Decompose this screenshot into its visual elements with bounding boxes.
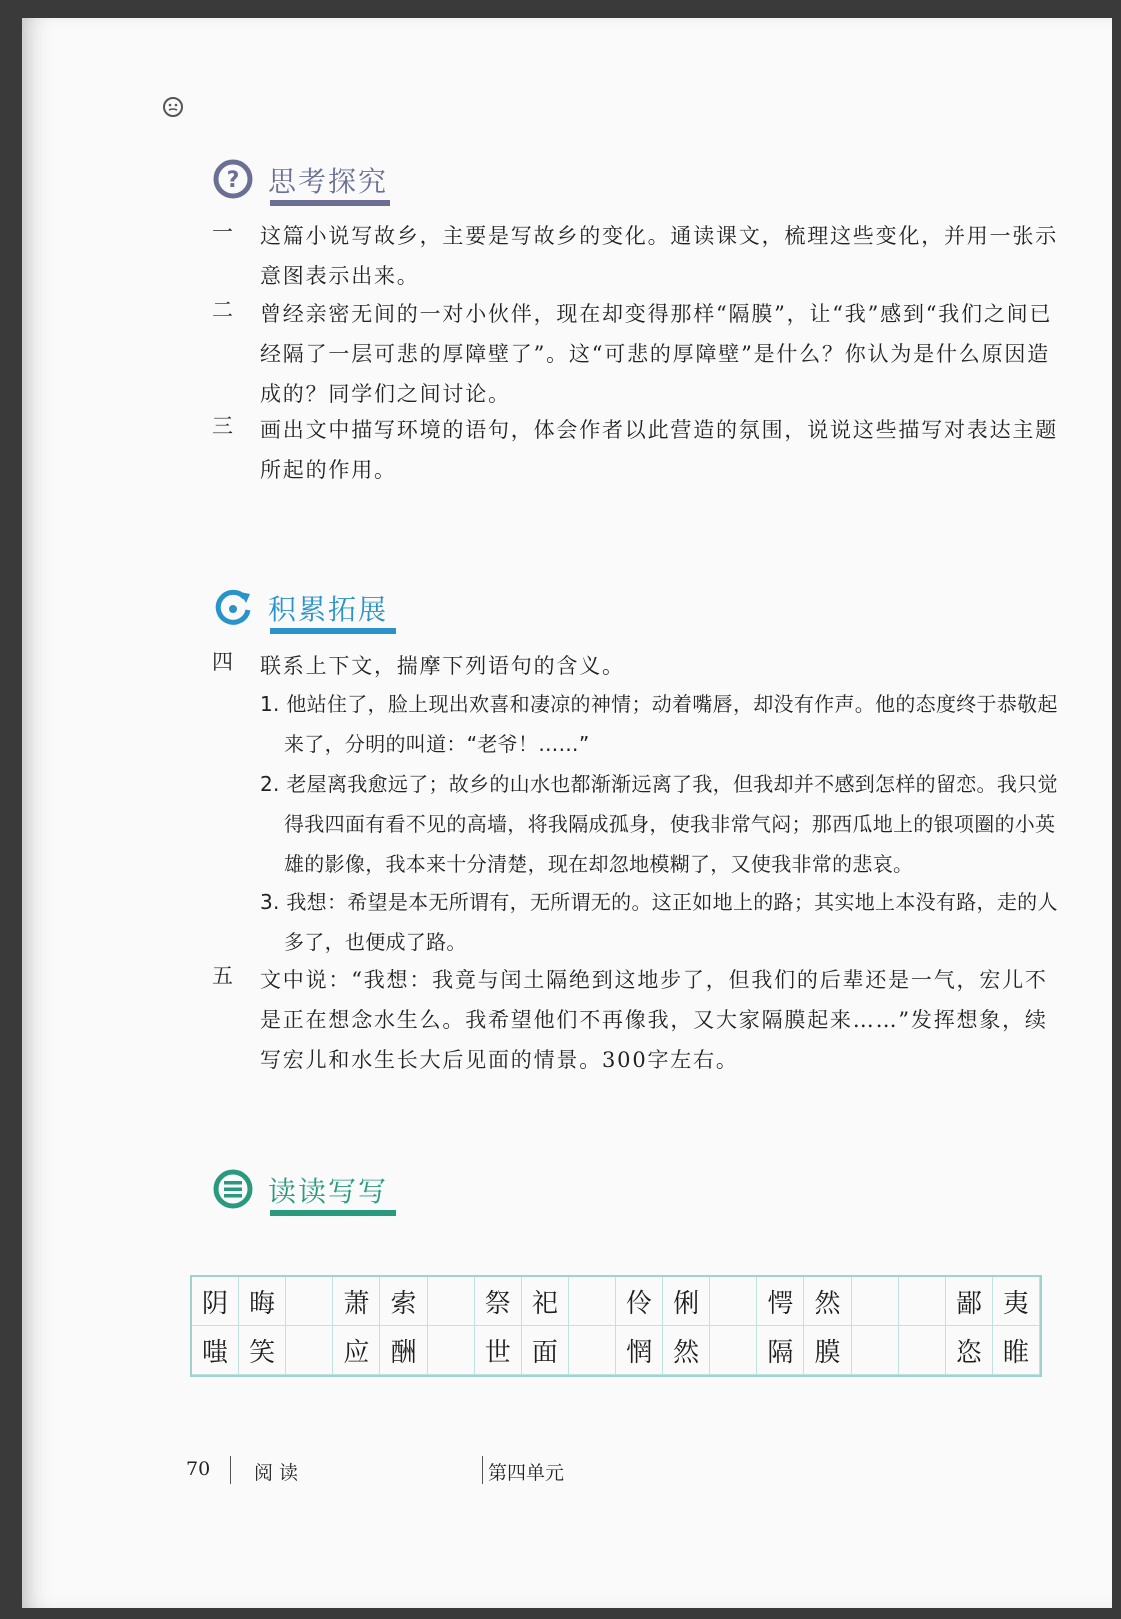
grid-cell xyxy=(710,1277,757,1326)
subitem-3 xyxy=(260,882,1070,962)
question-text: 曾经亲密无间的一对小伙伴，现在却变得那样“隔膜”，让“我”感到“我们之间已经隔了一层可悲的厚障壁了”。这“可悲的厚障壁”是什么？你认为是什么原因造成的？同学们之间讨论。 xyxy=(260,302,1053,406)
grid-cell xyxy=(852,1326,899,1375)
grid-cell: 阴 xyxy=(192,1277,239,1326)
subitem-text: 2. 老屋离我愈远了；故乡的山水也都渐渐远离了我，但我却并不感到怎样的留恋。我只觉得我四面有看不见的高墙，将我隔成孤身，使我非常气闷；那西瓜地上的银项圈的小英雄的影像，我本来十分清楚，现在却忽地模糊了，又使我非常的悲哀。 xyxy=(260,772,1058,876)
question-number: 一 xyxy=(212,220,233,244)
grid-cell: 祀 xyxy=(522,1277,569,1326)
question-number: 二 xyxy=(212,298,233,322)
section-underline xyxy=(270,628,396,634)
grid-cell: 伶 xyxy=(616,1277,663,1326)
grid-cell: 然 xyxy=(663,1326,710,1375)
grid-cell: 膜 xyxy=(804,1326,851,1375)
footer-unit: 第四单元 xyxy=(488,1462,565,1484)
question-number: 四 xyxy=(212,650,233,674)
question-number: 五 xyxy=(212,964,233,988)
grid-cell: 索 xyxy=(380,1277,427,1326)
grid-cell: 笑 xyxy=(239,1326,286,1375)
grid-cell: 愕 xyxy=(757,1277,804,1326)
section-underline xyxy=(270,200,390,206)
grid-cell: 鄙 xyxy=(946,1277,993,1326)
grid-cell xyxy=(569,1277,616,1326)
grid-cell xyxy=(428,1277,475,1326)
grid-cell: 应 xyxy=(333,1326,380,1375)
grid-cell xyxy=(710,1326,757,1375)
subitem-text: 3. 我想：希望是本无所谓有，无所谓无的。这正如地上的路；其实地上本没有路，走的人多了，也便成了路。 xyxy=(260,890,1058,954)
grid-cell xyxy=(852,1277,899,1326)
section-title: 思考探究 xyxy=(268,165,389,198)
grid-cell: 晦 xyxy=(239,1277,286,1326)
grid-cell: 世 xyxy=(475,1326,522,1375)
question-text: 联系上下文，揣摩下列语句的含义。 xyxy=(260,654,625,678)
question-text: 这篇小说写故乡，主要是写故乡的变化。通读课文，梳理这些变化，并用一张示意图表示出来。 xyxy=(260,224,1058,288)
grid-cell: 萧 xyxy=(333,1277,380,1326)
grid-cell: 嗤 xyxy=(192,1326,239,1375)
grid-cell: 惘 xyxy=(616,1326,663,1375)
grid-cell: 酬 xyxy=(380,1326,427,1375)
subitem-1 xyxy=(260,684,1070,764)
subitem-text: 1. 他站住了，脸上现出欢喜和凄凉的神情；动着嘴唇，却没有作声。他的态度终于恭敬起来了，分明的叫道：“老爷！……” xyxy=(260,692,1058,756)
grid-cell: 俐 xyxy=(663,1277,710,1326)
word-grid xyxy=(190,1275,1042,1377)
footer-divider xyxy=(482,1456,483,1484)
grid-cell: 祭 xyxy=(475,1277,522,1326)
question-number: 三 xyxy=(212,414,233,438)
grid-cell: 隔 xyxy=(757,1326,804,1375)
grid-cell: 睢 xyxy=(993,1326,1040,1375)
grid-cell xyxy=(569,1326,616,1375)
list-lines-icon xyxy=(212,1168,254,1210)
svg-text:?: ? xyxy=(226,168,240,193)
grid-cell xyxy=(286,1277,333,1326)
question-text: 画出文中描写环境的语句，体会作者以此营造的氛围，说说这些描写对表达主题所起的作用。 xyxy=(260,418,1058,482)
grid-cell: 面 xyxy=(522,1326,569,1375)
grid-cell: 恣 xyxy=(946,1326,993,1375)
question-mark-icon xyxy=(212,158,254,200)
subitem-2 xyxy=(260,764,1070,884)
section-underline xyxy=(270,1210,396,1216)
grid-cell xyxy=(899,1277,946,1326)
grid-cell: 然 xyxy=(804,1277,851,1326)
section-title: 积累拓展 xyxy=(268,593,389,626)
grid-cell xyxy=(286,1326,333,1375)
page-number: 70 xyxy=(186,1458,211,1480)
grid-cell xyxy=(899,1326,946,1375)
grid-cell: 夷 xyxy=(993,1277,1040,1326)
footer-section: 阅 读 xyxy=(254,1462,299,1484)
question-text: 文中说：“我想：我竟与闰土隔绝到这地步了，但我们的后辈还是一气，宏儿不是正在想念水生么。我希望他们不再像我，又大家隔膜起来……”发挥想象，续写宏儿和水生长大后见面的情景。300字左右。 xyxy=(260,968,1048,1072)
section-title: 读读写写 xyxy=(268,1175,389,1208)
textbook-page xyxy=(22,18,1112,1608)
grid-cell xyxy=(428,1326,475,1375)
smiley-icon xyxy=(162,96,184,118)
footer-divider xyxy=(230,1456,231,1484)
refresh-arrow-icon xyxy=(212,586,254,628)
